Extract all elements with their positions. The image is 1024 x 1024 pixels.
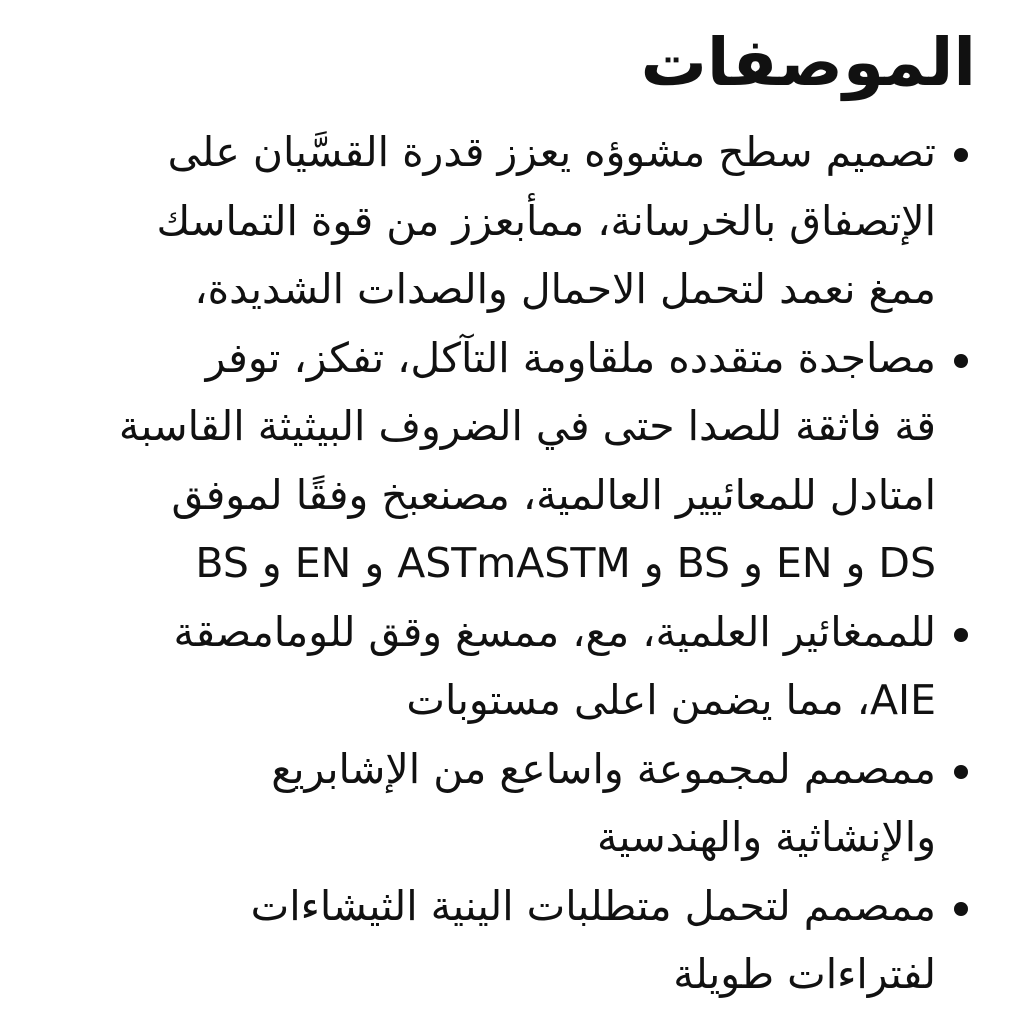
feature-line: للممغائير العلمية، مع، ممسغ وقق للومامصقة	[173, 607, 936, 656]
feature-line: DS و EN و BS و ASTmASTM و EN و BS	[195, 539, 936, 587]
feature-line: مصاجدة متقدده ملقاومة التآكل، تفكز، توفر	[205, 333, 936, 382]
list-item	[60, 118, 976, 324]
list-item	[60, 872, 976, 1009]
feature-text	[60, 324, 936, 598]
feature-text	[60, 118, 936, 324]
bullet-icon	[936, 324, 976, 392]
feature-line: ممصمم لمجموعة واساعع من الإشابريع	[271, 744, 936, 793]
feature-text	[60, 735, 936, 872]
feature-text	[60, 872, 936, 1009]
page-title: الموصفات	[640, 24, 976, 101]
feature-line: ممغ نعمد لتحمل الاحمال والصدات الشديدة،	[194, 265, 936, 313]
feature-line: ممصمم لتحمل متطلبات الينية الثيشاءات	[250, 881, 936, 930]
list-item	[60, 324, 976, 598]
feature-line: لفتراءات طويلة	[673, 950, 936, 998]
bullet-icon	[936, 735, 976, 803]
bullet-icon	[936, 598, 976, 666]
feature-text	[60, 598, 936, 735]
feature-line: والإنشاثية والهندسية	[596, 813, 936, 861]
bullet-icon	[936, 118, 976, 186]
feature-line: قة فاثقة للصدا حتى في الضروف البيثيثة القاسبة	[118, 402, 936, 450]
feature-line: امتادل للمعائيير العالمية، مصنعبخ وفقًا لموفق	[171, 470, 936, 519]
feature-line: AIE، مما يضمن اعلى مستوبات	[406, 676, 936, 724]
features-list	[60, 118, 976, 1009]
list-item	[60, 735, 976, 872]
feature-line: الإتصفاق بالخرسانة، ممأبعزز من قوة التماسك	[156, 196, 936, 245]
feature-line: تصميم سطح مشوؤه يعزز قدرة القسَّيان على	[167, 128, 936, 176]
bullet-icon	[936, 872, 976, 940]
list-item	[60, 598, 976, 735]
